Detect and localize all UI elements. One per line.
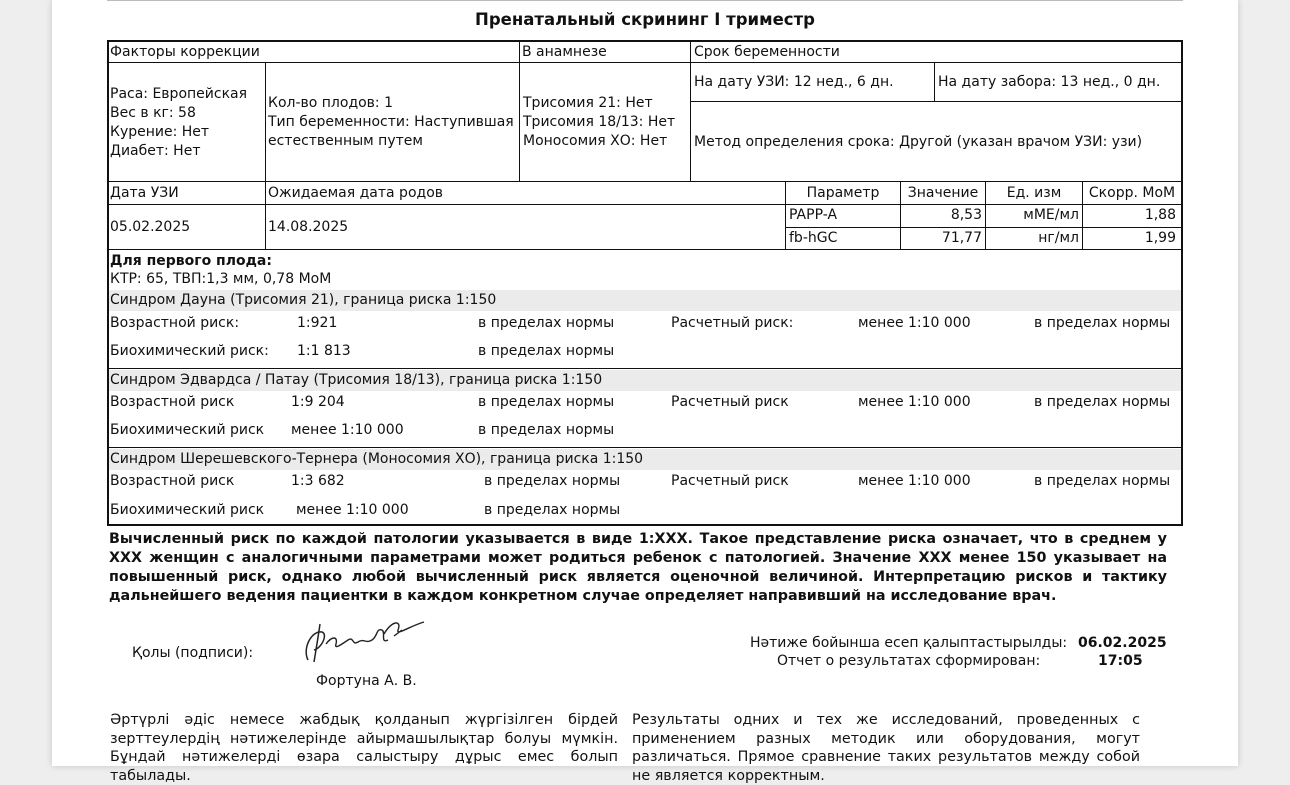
mom-header: Скорр. МоМ	[1088, 185, 1176, 201]
anamnesis-t21: Трисомия 21: Нет	[523, 95, 653, 111]
table-rule	[690, 101, 1181, 102]
term-method: Метод определения срока: Другой (указан врачом УЗИ: узи)	[694, 134, 1143, 150]
table-rule	[109, 368, 1181, 369]
correction-factors-header: Факторы коррекции	[110, 44, 260, 60]
bio-risk-label: Биохимический риск	[110, 422, 265, 438]
param-value: 71,77	[941, 230, 982, 246]
bio-risk-status: в пределах нормы	[484, 502, 621, 518]
report-page	[52, 0, 1238, 784]
calc-risk-value: менее 1:10 000	[858, 315, 971, 331]
calc-risk-value: менее 1:10 000	[858, 394, 971, 410]
signature-label: Қолы (подписи):	[132, 645, 254, 661]
table-rule	[109, 181, 1181, 182]
table-rule	[934, 62, 935, 101]
value-header: Значение	[907, 185, 979, 201]
table-rule	[265, 62, 266, 181]
calc-risk-label: Расчетный риск	[671, 473, 789, 489]
table-rule	[109, 447, 1181, 448]
age-risk-label: Возрастной риск	[110, 473, 235, 489]
age-risk-label: Возрастной риск	[110, 394, 235, 410]
weight-value: Вес в кг: 58	[110, 105, 196, 121]
report-label-kz: Нәтиже бойынша есеп қалыптастырылды:	[750, 635, 1068, 651]
bio-risk-value: 1:1 813	[297, 343, 351, 359]
report-label-ru: Отчет о результатах сформирован:	[777, 653, 1041, 669]
table-rule	[109, 249, 1181, 250]
risk-interpretation-note: Вычисленный риск по каждой патологии указывается в виде 1:XXX. Такое представление риска означает, что в среднем у XXX женщин с аналогичными параметрами может родиться ребенок с патологией. Значение XXX менее 150 указывает на повышенный риск, однако любой вычисленный риск является оценочной величиной. Интерпретацию рисков и тактику дальнейшего ведения пациентки в каждом конкретном случае определяет направивший на исследование врач.	[109, 531, 1167, 604]
smoking-value: Курение: Нет	[110, 124, 210, 140]
param-value: 8,53	[950, 207, 982, 223]
bio-risk-label: Биохимический риск	[110, 502, 265, 518]
table-rule	[519, 40, 520, 181]
pregnancy-type-value-cont: естественным путем	[268, 133, 423, 149]
bio-risk-value: менее 1:10 000	[291, 422, 404, 438]
us-date-header: Дата УЗИ	[110, 185, 179, 201]
param-name: PAPP-A	[789, 207, 838, 223]
table-rule	[785, 227, 1181, 228]
table-rule	[265, 181, 266, 249]
calc-risk-status: в пределах нормы	[1034, 315, 1171, 331]
section-title-turner: Синдром Шерешевского-Тернера (Моносомия ХО), граница риска 1:150	[110, 451, 644, 467]
unit-header: Ед. изм	[1006, 185, 1062, 201]
calc-risk-label: Расчетный риск	[671, 394, 789, 410]
due-date-header: Ожидаемая дата родов	[268, 185, 444, 201]
fetus-count-value: Кол-во плодов: 1	[268, 95, 394, 111]
anamnesis-t1813: Трисомия 18/13: Нет	[523, 114, 676, 130]
top-divider	[107, 0, 1183, 1]
footer-note-ru: Результаты одних и тех же исследований, проведенных с применением разных методик или оборудования, могут различаться. Прямое сравнение таких результатов между собой не является корректным.	[632, 712, 1140, 784]
age-risk-status: в пределах нормы	[478, 315, 615, 331]
first-fetus-label: Для первого плода:	[110, 253, 272, 269]
parameter-header: Параметр	[806, 185, 880, 201]
param-mom: 1,88	[1144, 207, 1176, 223]
us-date-value: 05.02.2025	[110, 219, 191, 235]
anamnesis-header: В анамнезе	[522, 44, 607, 60]
signatory-name: Фортуна А. В.	[316, 673, 417, 689]
age-risk-value: 1:921	[297, 315, 338, 331]
bio-risk-status: в пределах нормы	[478, 422, 615, 438]
param-unit: нг/мл	[1038, 230, 1079, 246]
first-fetus-measurements: КТР: 65, ТВП:1,3 мм, 0,78 МоМ	[110, 271, 332, 287]
pregnancy-type-value: Тип беременности: Наступившая	[268, 114, 514, 130]
bio-risk-label: Биохимический риск:	[110, 343, 269, 359]
signature-image	[298, 614, 428, 668]
report-title: Пренатальный скрининг I триместр	[475, 10, 815, 29]
table-rule	[109, 204, 1181, 205]
term-us-date: На дату УЗИ: 12 нед., 6 дн.	[694, 74, 894, 90]
calc-risk-status: в пределах нормы	[1034, 394, 1171, 410]
calc-risk-value: менее 1:10 000	[858, 473, 971, 489]
term-header: Срок беременности	[694, 44, 840, 60]
calc-risk-status: в пределах нормы	[1034, 473, 1171, 489]
table-rule	[109, 62, 1181, 63]
race-value: Раса: Европейская	[110, 86, 248, 102]
report-time: 17:05	[1098, 653, 1143, 669]
section-title-edwards: Синдром Эдвардса / Патау (Трисомия 18/13), граница риска 1:150	[110, 372, 603, 388]
age-risk-status: в пределах нормы	[484, 473, 621, 489]
calc-risk-label: Расчетный риск:	[671, 315, 794, 331]
table-rule	[690, 40, 691, 181]
bio-risk-status: в пределах нормы	[478, 343, 615, 359]
age-risk-value: 1:9 204	[291, 394, 345, 410]
anamnesis-mx0: Моносомия ХО: Нет	[523, 133, 668, 149]
diabetes-value: Диабет: Нет	[110, 143, 201, 159]
footer-note-kz: Әртүрлі әдіс немесе жабдық қолданып жүргізілген бірдей зерттеулердің нәтижелерінде айырмашылықтар болуы мүмкін. Бұндай нәтижелерді өзара салыстыру дұрыс емес болып табылады.	[110, 712, 618, 784]
age-risk-label: Возрастной риск:	[110, 315, 240, 331]
param-name: fb-hGC	[789, 230, 838, 246]
section-title-down: Синдром Дауна (Трисомия 21), граница риска 1:150	[110, 292, 497, 308]
report-date: 06.02.2025	[1078, 635, 1167, 651]
age-risk-status: в пределах нормы	[478, 394, 615, 410]
due-date-value: 14.08.2025	[268, 219, 349, 235]
bio-risk-value: менее 1:10 000	[296, 502, 409, 518]
param-mom: 1,99	[1144, 230, 1176, 246]
param-unit: мМЕ/мл	[1023, 207, 1079, 223]
age-risk-value: 1:3 682	[291, 473, 345, 489]
term-draw-date: На дату забора: 13 нед., 0 дн.	[938, 74, 1161, 90]
